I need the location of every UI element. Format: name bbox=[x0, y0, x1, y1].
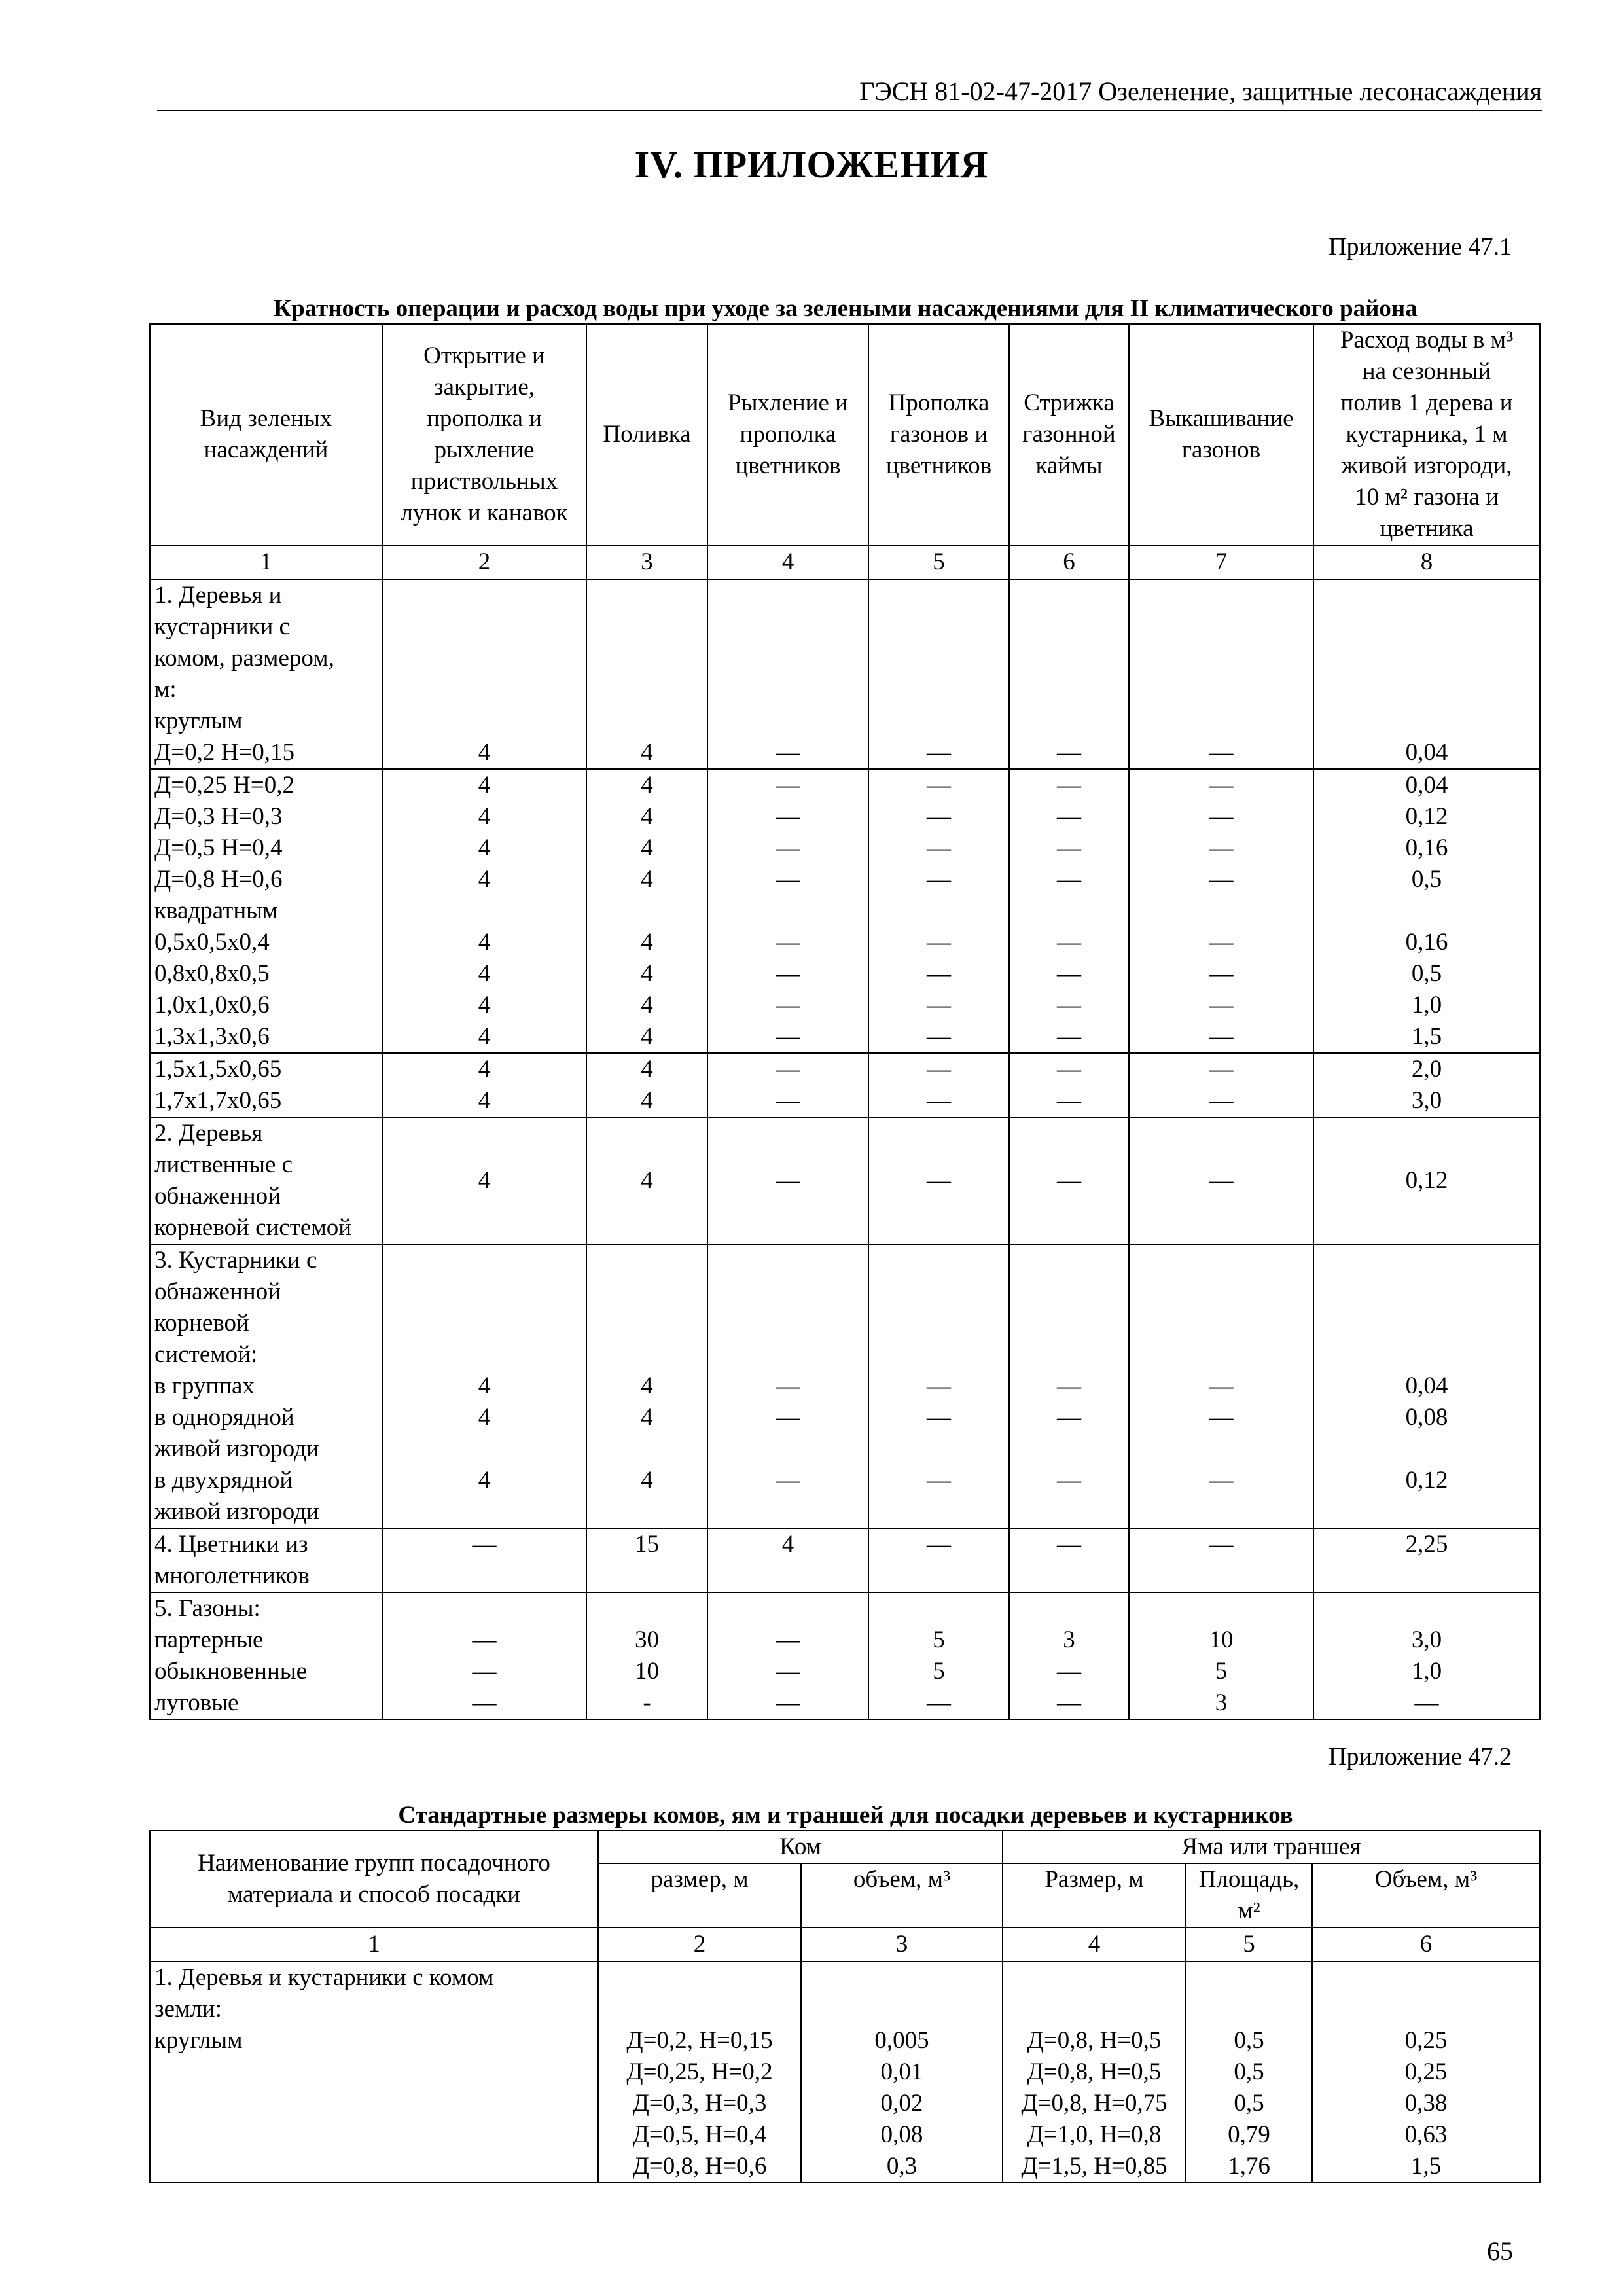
column-number: 2 bbox=[382, 545, 586, 579]
table-cell: 4 4 4 bbox=[586, 1244, 707, 1528]
table-cell: — bbox=[382, 1528, 586, 1592]
table-cell: 0,25 0,25 0,38 0,63 1,5 bbox=[1312, 1962, 1540, 2183]
column-number: 2 bbox=[598, 1928, 801, 1962]
column-number: 4 bbox=[707, 545, 868, 579]
table-cell: 30 10 - bbox=[586, 1592, 707, 1719]
header-cell: размер, м bbox=[598, 1863, 801, 1928]
table-cell: 0,5 0,5 0,5 0,79 1,76 bbox=[1186, 1962, 1312, 2183]
table-row bbox=[150, 1592, 1540, 1719]
header-cell: Стрижка газонной каймы bbox=[1009, 324, 1129, 545]
table-cell: 4 bbox=[586, 579, 707, 769]
page-number: 65 bbox=[1487, 2236, 1513, 2266]
table-cell: 1. Деревья и кустарники с комом, размером, м: круглым Д=0,2 Н=0,15 bbox=[150, 579, 382, 769]
table-row bbox=[150, 579, 1540, 769]
table-cell: Д=0,2, Н=0,15 Д=0,25, Н=0,2 Д=0,3, Н=0,3 Д=0,5, Н=0,4 Д=0,8, Н=0,6 bbox=[598, 1962, 801, 2183]
column-number: 4 bbox=[1003, 1928, 1186, 1962]
table-cell: Д=0,25 Н=0,2 Д=0,3 Н=0,3 Д=0,5 Н=0,4 Д=0,8 Н=0,6 квадратным 0,5х0,5х0,4 0,8х0,8х0,5 1,0х1,0х0,6 1,3х1,3х0,6 bbox=[150, 769, 382, 1053]
table-cell: — bbox=[1009, 1117, 1129, 1244]
table-cell: 2,25 bbox=[1313, 1528, 1540, 1592]
table-cell: 1. Деревья и кустарники с комом земли: круглым bbox=[150, 1962, 598, 2183]
header-cell: Объем, м³ bbox=[1312, 1863, 1540, 1928]
table-cell: 0,005 0,01 0,02 0,08 0,3 bbox=[801, 1962, 1003, 2183]
table-cell: — — — — — — — — bbox=[868, 769, 1009, 1053]
header-cell: Размер, м bbox=[1003, 1863, 1186, 1928]
column-number: 7 bbox=[1129, 545, 1313, 579]
header-cell: Яма или траншея bbox=[1003, 1831, 1540, 1863]
table-cell: 3,0 1,0 — bbox=[1313, 1592, 1540, 1719]
column-number-row bbox=[150, 545, 1540, 579]
table-cell: — bbox=[1009, 579, 1129, 769]
table-cell: 10 5 3 bbox=[1129, 1592, 1313, 1719]
table-cell: — — bbox=[707, 1053, 868, 1117]
table-cell: — — — bbox=[707, 1592, 868, 1719]
table-cell: — — — — — — — — bbox=[1129, 769, 1313, 1053]
table-cell: — bbox=[707, 1117, 868, 1244]
table-cell: 4 bbox=[586, 1117, 707, 1244]
table-cell: — bbox=[1129, 579, 1313, 769]
table-cell: — bbox=[1129, 1528, 1313, 1592]
table-cell: 4 bbox=[707, 1528, 868, 1592]
watering-table-header bbox=[150, 324, 1540, 545]
table-cell: — — — — — — — — bbox=[1009, 769, 1129, 1053]
table-cell: — — — bbox=[1009, 1244, 1129, 1528]
column-number: 5 bbox=[868, 545, 1009, 579]
table-cell: 4 4 bbox=[586, 1053, 707, 1117]
table-cell: — — — bbox=[868, 1244, 1009, 1528]
column-number: 5 bbox=[1186, 1928, 1312, 1962]
table-row bbox=[150, 1244, 1540, 1528]
table-cell: 1,5х1,5х0,65 1,7х1,7х0,65 bbox=[150, 1053, 382, 1117]
table-cell: 3 — — bbox=[1009, 1592, 1129, 1719]
table-cell: — bbox=[707, 579, 868, 769]
table-cell: — bbox=[1009, 1528, 1129, 1592]
table-row bbox=[150, 769, 1540, 1053]
table-cell: — — bbox=[1129, 1053, 1313, 1117]
header-cell: Ком bbox=[598, 1831, 1003, 1863]
table-cell: — bbox=[868, 1528, 1009, 1592]
header-cell: Площадь, м² bbox=[1186, 1863, 1312, 1928]
header-cell: Прополка газонов и цветников bbox=[868, 324, 1009, 545]
appendix-47-2-label: Приложение 47.2 bbox=[1329, 1743, 1512, 1770]
header-cell: объем, м³ bbox=[801, 1863, 1003, 1928]
table-cell: 2,0 3,0 bbox=[1313, 1053, 1540, 1117]
table-row bbox=[150, 1528, 1540, 1592]
table-cell: 0,04 0,12 0,16 0,5 0,16 0,5 1,0 1,5 bbox=[1313, 769, 1540, 1053]
table-cell: 4 4 4 4 4 4 4 4 bbox=[586, 769, 707, 1053]
table-cell: — — bbox=[868, 1053, 1009, 1117]
appendix-47-2-caption: Стандартные размеры комов, ям и траншей для посадки деревьев и кустарников bbox=[398, 1802, 1293, 1829]
table-row bbox=[150, 1053, 1540, 1117]
column-number: 1 bbox=[150, 1928, 598, 1962]
table-cell: 0,12 bbox=[1313, 1117, 1540, 1244]
table-cell: 0,04 0,08 0,12 bbox=[1313, 1244, 1540, 1528]
table-cell: — — — bbox=[707, 1244, 868, 1528]
table-cell: 4 4 4 bbox=[382, 1244, 586, 1528]
column-number: 6 bbox=[1312, 1928, 1540, 1962]
table-cell: — bbox=[868, 1117, 1009, 1244]
table-cell: 15 bbox=[586, 1528, 707, 1592]
header-cell: Расход воды в м³ на сезонный полив 1 дерева и кустарника, 1 м живой изгороди, 10 м² газона и цветника bbox=[1313, 324, 1540, 545]
appendix-47-1-label: Приложение 47.1 bbox=[1329, 233, 1512, 260]
column-number: 3 bbox=[586, 545, 707, 579]
table-cell: 4 bbox=[382, 579, 586, 769]
header-cell: Поливка bbox=[586, 324, 707, 545]
table-cell: 5 5 — bbox=[868, 1592, 1009, 1719]
table-cell: 2. Деревья лиственные с обнаженной корневой системой bbox=[150, 1117, 382, 1244]
table-cell: 5. Газоны: партерные обыкновенные луговые bbox=[150, 1592, 382, 1719]
header-cell: Открытие и закрытие, прополка и рыхление приствольных лунок и канавок bbox=[382, 324, 586, 545]
column-number: 1 bbox=[150, 545, 382, 579]
table-cell: — bbox=[868, 579, 1009, 769]
table-cell: 4 4 bbox=[382, 1053, 586, 1117]
page-title: IV. ПРИЛОЖЕНИЯ bbox=[634, 143, 989, 186]
table-cell: 0,04 bbox=[1313, 579, 1540, 769]
appendix-47-1-caption: Кратность операции и расход воды при уходе за зелеными насаждениями для II климатического района bbox=[274, 295, 1418, 322]
column-number: 3 bbox=[801, 1928, 1003, 1962]
header-cell: Выкашивание газонов bbox=[1129, 324, 1313, 545]
table-cell: 4. Цветники из многолетников bbox=[150, 1528, 382, 1592]
table-cell: — — — — — — — — bbox=[707, 769, 868, 1053]
table-row bbox=[150, 1117, 1540, 1244]
table-cell: — — — bbox=[1129, 1244, 1313, 1528]
running-header: ГЭСН 81-02-47-2017 Озеленение, защитные лесонасаждения bbox=[157, 76, 1542, 111]
table-cell: — bbox=[1129, 1117, 1313, 1244]
column-number: 6 bbox=[1009, 545, 1129, 579]
header-cell: Рыхление и прополка цветников bbox=[707, 324, 868, 545]
table-cell: 4 4 4 4 4 4 4 4 bbox=[382, 769, 586, 1053]
watering-table bbox=[149, 323, 1541, 1720]
column-number: 8 bbox=[1313, 545, 1540, 579]
root-ball-table bbox=[149, 1830, 1541, 2183]
header-cell: Вид зеленых насаждений bbox=[150, 324, 382, 545]
table-cell: — — — bbox=[382, 1592, 586, 1719]
table-row bbox=[150, 1962, 1540, 2183]
table-cell: Д=0,8, Н=0,5 Д=0,8, Н=0,5 Д=0,8, Н=0,75 Д=1,0, Н=0,8 Д=1,5, Н=0,85 bbox=[1003, 1962, 1186, 2183]
table-cell: — — bbox=[1009, 1053, 1129, 1117]
table-cell: 3. Кустарники с обнаженной корневой системой: в группах в однорядной живой изгороди в двухрядной живой изгороди bbox=[150, 1244, 382, 1528]
table-cell: 4 bbox=[382, 1117, 586, 1244]
header-cell: Наименование групп посадочного материала и способ посадки bbox=[150, 1831, 598, 1928]
